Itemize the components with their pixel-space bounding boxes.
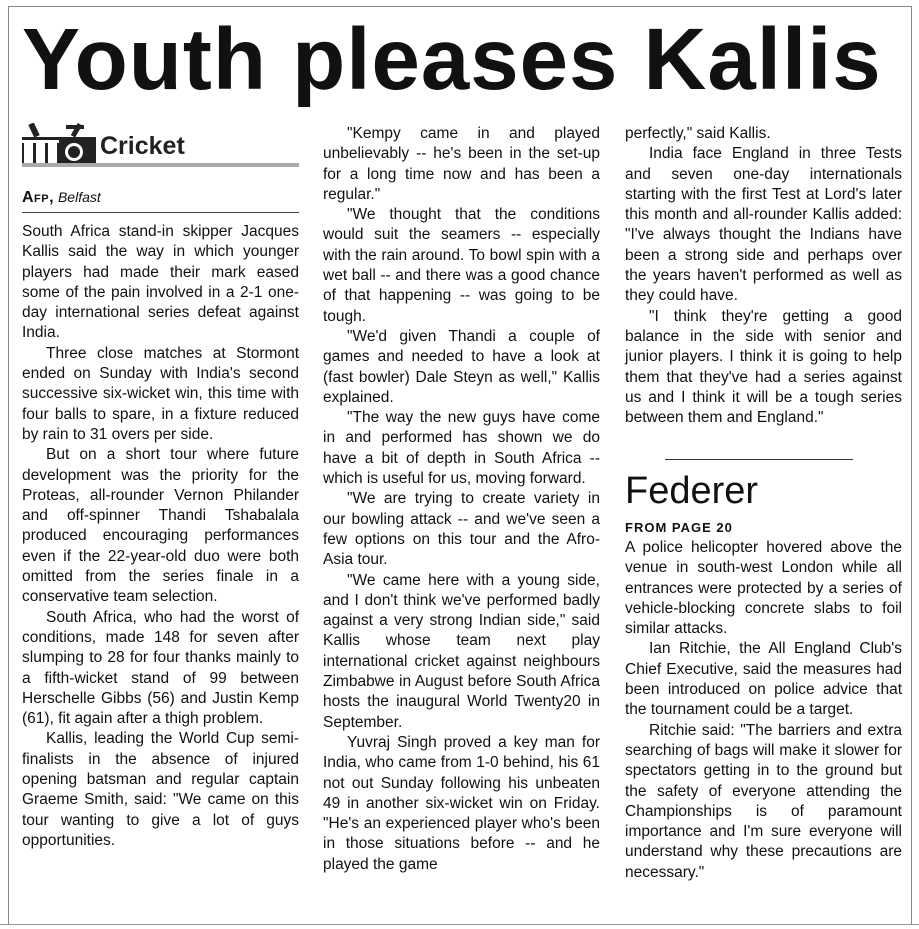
paragraph: A police helicopter hovered above the venue in south-west London while all entrances were protected by a series of vehicle-blocking concrete slabs to foil similar attacks. [625, 539, 902, 638]
paragraph: South Africa, who had the worst of conditions, made 148 for seven after slumping to 28 for four thanks mainly to a fifth-wicket stand of 99 between Herschelle Gibbs (56) and Justin Kemp (61), fit again after a thigh problem. [22, 608, 299, 728]
paragraph: Ritchie said: "The barriers and extra searching of bags will make it slower for spectators getting in to the ground but the safety of everyone attending the Championships is of paramount importance and I'm sure everyone will understand why these precautions are necessary." [625, 721, 902, 881]
paragraph: "I think they're getting a good balance in the side with senior and junior players. I think it is going to help them that they've had a series against us and I think it will be a tough series between them and England." [625, 307, 902, 427]
cricket-bat-ball-stumps-icon [22, 123, 96, 167]
paragraph: Ian Ritchie, the All England Club's Chief Executive, said the measures had been introduced on police advice that the tournament could be a target. [625, 640, 902, 719]
paragraph: Three close matches at Stormont ended on Sunday with India's second successive six-wicket win, this time with four balls to spare, in a fixture reduced by rain to 31 overs per side. [22, 344, 299, 443]
paragraph: "We'd given Thandi a couple of games and needed to have a look at (fast bowler) Dale Steyn as well," Kallis explained. [323, 327, 600, 406]
federer-story [625, 538, 902, 883]
paragraph: India face England in three Tests and seven one-day internationals starting with the first Test at Lord's later this month and all-rounder Kallis added: "I've always thought the Indians have been a strong side and perhaps over the years haven't performed as well as they could have. [625, 145, 902, 305]
federer-headline: Federer [625, 470, 759, 512]
paragraph: "We are trying to create variety in our bowling attack -- and we've seen a few options on this tour and the Afro-Asia tour. [323, 490, 600, 569]
bottom-rule [0, 924, 919, 925]
byline [22, 188, 299, 207]
byline-location: Belfast [57, 189, 101, 205]
story-separator [665, 459, 853, 460]
paragraph: "We came here with a young side, and I don't think we've performed badly against a very strong Indian side," said Kallis whose team next play international cricket against neighbours Zimbabwe in August before South Africa hosts the inaugural World Twenty20 in September. [323, 571, 600, 731]
headline: Youth pleases Kallis [22, 11, 882, 108]
paragraph: "The way the new guys have come in and performed has shown we do have a bit of depth in South Africa -- which is useful for us, moving forward. [323, 409, 600, 488]
paragraph: "We thought that the conditions would suit the seamers -- especially with the rain around. To bowl spin with a wet ball -- and there was a good chance of that happening -- was going to be tough. [323, 206, 600, 325]
paragraph: But on a short tour where future development was the priority for the Proteas, all-rounder Vernon Philander and off-spinner Thandi Tshabalala produced encouraging performances even if the 22-year-old duo were both omitted from the series finale in a conservative team selection. [22, 446, 299, 606]
paragraph: "Kempy came in and played unbelievably -- he's been in the set-up for a long time now and has been a regular." [323, 125, 600, 203]
jump-line: FROM PAGE 20 [625, 520, 733, 535]
section-label: Cricket [100, 132, 185, 160]
article-column-3 [625, 124, 902, 428]
paragraph: South Africa stand-in skipper Jacques Kallis said the way in which younger players had made their mark eased some of the pain involved in a 2-1 one-day international series defeat against India. [22, 223, 299, 342]
paragraph: perfectly," said Kallis. [625, 125, 771, 142]
byline-agency: Afp, [22, 189, 55, 206]
section-rule [22, 163, 299, 167]
byline-rule [22, 212, 299, 213]
paragraph: Kallis, leading the World Cup semi-finalists in the absence of injured opening batsman and regular captain Graeme Smith, said: "We came on this tour wanting to give a lot of guys opportunities. [22, 730, 299, 849]
article-column-1 [22, 222, 299, 851]
paragraph: Yuvraj Singh proved a key man for India, who came from 1-0 behind, his 61 not out Sunday following his unbeaten 49 in another six-wicket win on Friday. "He's an experienced player who's been in those situations before -- and he played the game [323, 733, 600, 873]
article-column-2 [323, 124, 600, 875]
section-header [22, 123, 299, 167]
